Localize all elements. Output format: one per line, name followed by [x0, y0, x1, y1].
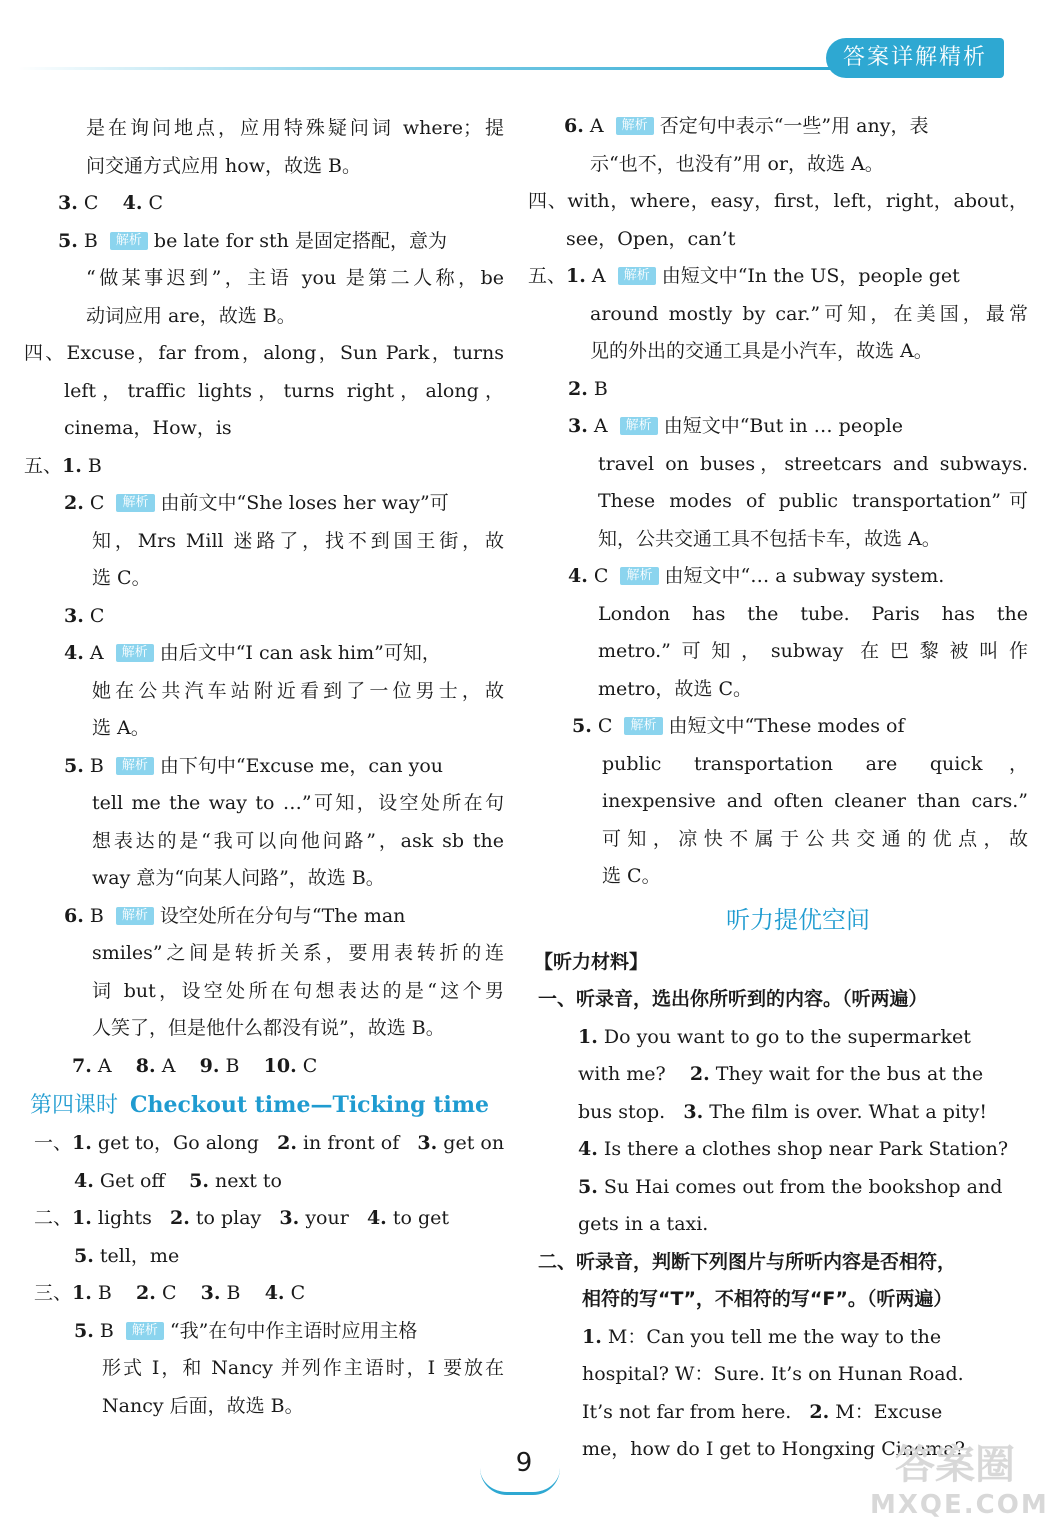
- text-line: 见的外出的交通工具是小汽车，故选 A。: [590, 340, 933, 362]
- explanation: 由短文中“In the US，people get: [661, 265, 960, 287]
- text-line: left，traffic lights，turns right，along，: [64, 379, 504, 402]
- answer: B: [99, 1319, 114, 1342]
- answer: B: [87, 454, 102, 477]
- item-number: 6.: [564, 115, 584, 137]
- answer-line: [24, 448, 504, 486]
- item-number: 3.: [58, 192, 78, 214]
- question-heading: 一、听录音，选出你所听到的内容。（听两遍）: [538, 988, 928, 1010]
- sentence: with me?: [578, 1063, 666, 1085]
- sentence: M：Excuse: [835, 1400, 943, 1423]
- question-heading: 相符的写“T”，不相符的写“F”。（听两遍）: [582, 1288, 953, 1310]
- answer: B: [226, 1282, 241, 1304]
- analysis-tag: 解析: [620, 417, 658, 435]
- sentence: Su Hai comes out from the bookshop and: [603, 1175, 1003, 1198]
- text-line: 可知，凉快不属于公共交通的优点，故: [602, 827, 1028, 850]
- answer-line: [24, 598, 504, 636]
- analysis-tag: 解析: [620, 567, 658, 585]
- item-number: 4.: [366, 1207, 387, 1229]
- item-number: 7.: [72, 1054, 92, 1077]
- text-line: around mostly by car.”可知，在美国，最常: [590, 302, 1028, 325]
- explanation: 由下句中“Excuse me，can you: [159, 754, 444, 777]
- explanation: 由短文中“But in … people: [663, 415, 903, 437]
- item-number: 1.: [72, 1207, 92, 1229]
- item-number: 9.: [199, 1054, 220, 1077]
- text-line: way 意为“向某人问路”，故选 B。: [92, 867, 385, 889]
- section-heading-cn: 第四课时: [30, 1093, 119, 1118]
- item-number: 2.: [136, 1282, 156, 1304]
- left-column: [24, 110, 504, 1425]
- item-number: 1.: [72, 1282, 92, 1304]
- item-number: 2.: [809, 1400, 830, 1423]
- item-number: 5.: [572, 715, 592, 737]
- answer-line: [24, 1275, 504, 1313]
- question-heading: 二、听录音，判断下列图片与所听内容是否相符，: [538, 1250, 957, 1273]
- sentence: bus stop.: [578, 1100, 666, 1123]
- sentence: Is there a clothes shop near Park Station?: [603, 1138, 1009, 1160]
- text-line: [528, 1394, 1028, 1432]
- text-line: cinema，How，is: [64, 417, 232, 439]
- item-number: 2.: [689, 1063, 710, 1085]
- answer: C: [302, 1054, 318, 1077]
- answer: B: [89, 754, 104, 777]
- text-line: gets in a taxi.: [578, 1213, 709, 1235]
- explanation: 否定句中表示“一些”用 any，表: [659, 115, 929, 137]
- text-line: metro，故选 C。: [598, 677, 752, 700]
- explanation: 由前文中“She loses her way”可: [160, 492, 449, 514]
- analysis-tag: 解析: [116, 907, 154, 925]
- answer: in front of: [302, 1132, 400, 1154]
- text-line: 示“也不，也没有”用 or，故选 A。: [590, 152, 884, 175]
- item-number: 10.: [263, 1054, 297, 1077]
- item-number: 4.: [74, 1169, 94, 1192]
- sentence: The film is over. What a pity!: [709, 1100, 987, 1123]
- section-label: 三、: [34, 1282, 73, 1304]
- item-number: 1.: [72, 1132, 92, 1154]
- text-line: [528, 1056, 1028, 1094]
- answer: A: [97, 1054, 112, 1077]
- analysis-tag: 解析: [116, 644, 154, 662]
- header-rule: [18, 67, 833, 70]
- item-number: 8.: [135, 1054, 156, 1077]
- answer: B: [593, 377, 608, 400]
- sentence: M：Can you tell me the way to the: [607, 1325, 942, 1348]
- explanation: 由短文中“… a subway system.: [664, 565, 945, 587]
- item-number: 5.: [74, 1319, 94, 1342]
- text-line: travel on buses，streetcars and subways.: [598, 452, 1028, 475]
- item-number: 3.: [568, 415, 588, 437]
- answer: tell，me: [99, 1244, 180, 1267]
- item-number: 5.: [189, 1169, 209, 1192]
- analysis-tag: 解析: [110, 232, 148, 250]
- answer: C: [148, 192, 164, 214]
- text-line: 是在询问地点，应用特殊疑问词 where；提: [86, 117, 504, 139]
- answer: get on: [443, 1132, 505, 1154]
- item-number: 1.: [582, 1325, 602, 1348]
- text-line: see，Open，can’t: [566, 227, 736, 250]
- answer-line: [24, 898, 504, 936]
- text-line: 动词应用 are，故选 B。: [86, 304, 296, 327]
- header-badge: 答案详解精析: [826, 38, 1004, 78]
- answer-line: [528, 371, 1028, 409]
- section-answer: 四、Excuse，far from，along，Sun Park，turns: [24, 342, 504, 364]
- analysis-tag: 解析: [116, 757, 154, 775]
- text-line: Nancy 后面，故选 B。: [102, 1394, 304, 1417]
- sentence: It’s not far from here.: [582, 1400, 792, 1423]
- answer: to get: [392, 1207, 449, 1229]
- text-line: 问交通方式应用 how，故选 B。: [86, 154, 361, 177]
- right-column: [528, 108, 1028, 1469]
- answer-line: [528, 558, 1028, 596]
- item-number: 2.: [277, 1132, 297, 1154]
- item-number: 2.: [64, 492, 84, 514]
- text-line: 选 C。: [602, 865, 661, 887]
- item-number: 4.: [64, 642, 84, 664]
- answer-line: [24, 748, 504, 786]
- explanation: 设空处所在分句与“The man: [159, 904, 406, 927]
- text-line: inexpensive and often cleaner than cars.”: [602, 790, 1028, 812]
- text-line: [528, 1019, 1028, 1057]
- item-number: 4.: [568, 565, 588, 587]
- item-number: 1.: [578, 1025, 598, 1048]
- analysis-tag: 解析: [624, 717, 662, 735]
- text-line: These modes of public transportation”可: [598, 490, 1028, 512]
- answer: B: [225, 1054, 240, 1077]
- answer-line: [24, 185, 504, 223]
- answer: your: [305, 1207, 349, 1229]
- analysis-tag: 解析: [616, 117, 654, 135]
- answer: A: [161, 1054, 176, 1077]
- answer-line: [528, 258, 1028, 296]
- sentence: Do you want to go to the supermarket: [603, 1025, 971, 1048]
- item-number: 6.: [64, 904, 84, 927]
- item-number: 2.: [568, 377, 588, 400]
- answer-line: [24, 1313, 504, 1351]
- item-number: 5.: [74, 1244, 94, 1267]
- section-heading-en: Checkout time—Ticking time: [130, 1092, 489, 1118]
- section-label: 一、: [34, 1132, 73, 1154]
- answer: Get off: [99, 1169, 165, 1192]
- text-line: [528, 1131, 1028, 1169]
- watermark-text: 答案圈: [895, 1442, 1015, 1488]
- answer: C: [89, 604, 105, 627]
- item-number: 1.: [566, 265, 586, 287]
- text-line: 想表达的是“我可以向他问路”，ask sb the: [92, 829, 504, 852]
- item-number: 4.: [122, 192, 143, 214]
- listening-section-title: 听力提优空间: [726, 905, 870, 934]
- answer: get to，Go along: [97, 1132, 259, 1154]
- analysis-tag: 解析: [618, 267, 656, 285]
- answer-line: [24, 635, 504, 673]
- answer: next to: [215, 1169, 282, 1192]
- answer: C: [89, 492, 105, 514]
- item-number: 2.: [169, 1207, 190, 1229]
- answer-line: [24, 1048, 504, 1086]
- watermark-url: MXQE.COM: [870, 1490, 1049, 1520]
- item-number: 3.: [279, 1207, 300, 1229]
- answer-line: [24, 485, 504, 523]
- answer-line: [24, 223, 504, 261]
- answer: C: [83, 192, 99, 214]
- answer: A: [593, 415, 608, 437]
- text-line: public transportation are quick，: [602, 752, 1028, 775]
- section-answer: 四、with，where，easy，first，left，right，about，: [528, 190, 1028, 212]
- text-line: 选 A。: [92, 717, 150, 739]
- item-number: 3.: [200, 1282, 221, 1304]
- answer: C: [597, 715, 613, 737]
- text-line: tell me the way to …”可知，设空处所在句: [92, 792, 504, 814]
- text-line: me，how do I get to Hongxing Cinema?: [582, 1438, 965, 1460]
- analysis-tag: 解析: [116, 494, 154, 512]
- item-number: 3.: [417, 1132, 438, 1154]
- section-label: 二、: [34, 1207, 73, 1229]
- page-number: 9: [515, 1448, 533, 1478]
- materials-heading: 【听力材料】: [534, 950, 649, 973]
- text-line: hospital? W：Sure. It’s on Hunan Road.: [582, 1363, 964, 1385]
- text-line: [528, 1169, 1028, 1207]
- answer-line: [528, 708, 1028, 746]
- watermark-logo: [870, 1440, 1049, 1530]
- text-line: 词 but，设空处所在句想表达的是“这个男: [92, 979, 504, 1002]
- item-number: 4.: [578, 1138, 598, 1160]
- text-line: [528, 1319, 1028, 1357]
- sentence: They wait for the bus at the: [715, 1063, 984, 1085]
- answer-line: [24, 1200, 504, 1238]
- item-number: 5.: [58, 229, 78, 252]
- item-number: 1.: [62, 454, 82, 477]
- section-label: 五、: [528, 265, 567, 287]
- analysis-tag: 解析: [126, 1322, 164, 1340]
- answer: B: [89, 904, 104, 927]
- text-line: 她在公共汽车站附近看到了一位男士，故: [92, 679, 504, 702]
- text-line: metro.”可知，subway 在巴黎被叫作: [598, 640, 1028, 662]
- answer: C: [290, 1282, 306, 1304]
- answer-line: [528, 408, 1028, 446]
- item-number: 3.: [64, 604, 84, 627]
- explanation: be late for sth 是固定搭配，意为: [153, 229, 447, 252]
- answer: C: [593, 565, 609, 587]
- answer-line: [24, 1125, 504, 1163]
- answer: B: [83, 229, 98, 252]
- section-heading: [24, 1085, 504, 1125]
- explanation: “我”在句中作主语时应用主格: [169, 1319, 418, 1342]
- section-label: 五、: [24, 454, 63, 477]
- answer-line: [528, 108, 1028, 146]
- text-line: 选 C。: [92, 567, 151, 589]
- explanation: 由短文中“These modes of: [668, 715, 905, 737]
- answer: B: [97, 1282, 112, 1304]
- answer: A: [591, 265, 606, 287]
- text-line: 知，Mrs Mill 迷路了，找不到国王街，故: [92, 529, 504, 552]
- answer: A: [89, 642, 104, 664]
- item-number: 5.: [578, 1175, 598, 1198]
- item-number: 4.: [264, 1282, 285, 1304]
- text-line: 人笑了，但是他什么都没有说”，故选 B。: [92, 1017, 445, 1039]
- item-number: 3.: [683, 1100, 704, 1123]
- text-line: 知，公共交通工具不包括卡车，故选 A。: [598, 527, 941, 550]
- text-line: “做某事迟到”，主语 you 是第二人称，be: [86, 267, 504, 289]
- explanation: 由后文中“I can ask him”可知，: [159, 642, 441, 664]
- answer: to play: [195, 1207, 262, 1229]
- answer-line: [24, 1238, 504, 1276]
- item-number: 5.: [64, 754, 84, 777]
- text-line: smiles”之间是转折关系，要用表转折的连: [92, 942, 504, 964]
- answer: lights: [97, 1207, 152, 1229]
- answer: A: [589, 115, 604, 137]
- text-line: London has the tube. Paris has the: [598, 602, 1028, 625]
- text-line: [528, 1094, 1028, 1132]
- answer-line: [24, 1163, 504, 1201]
- text-line: 形式 I，和 Nancy 并列作主语时，I 要放在: [102, 1357, 504, 1379]
- answer: C: [161, 1282, 177, 1304]
